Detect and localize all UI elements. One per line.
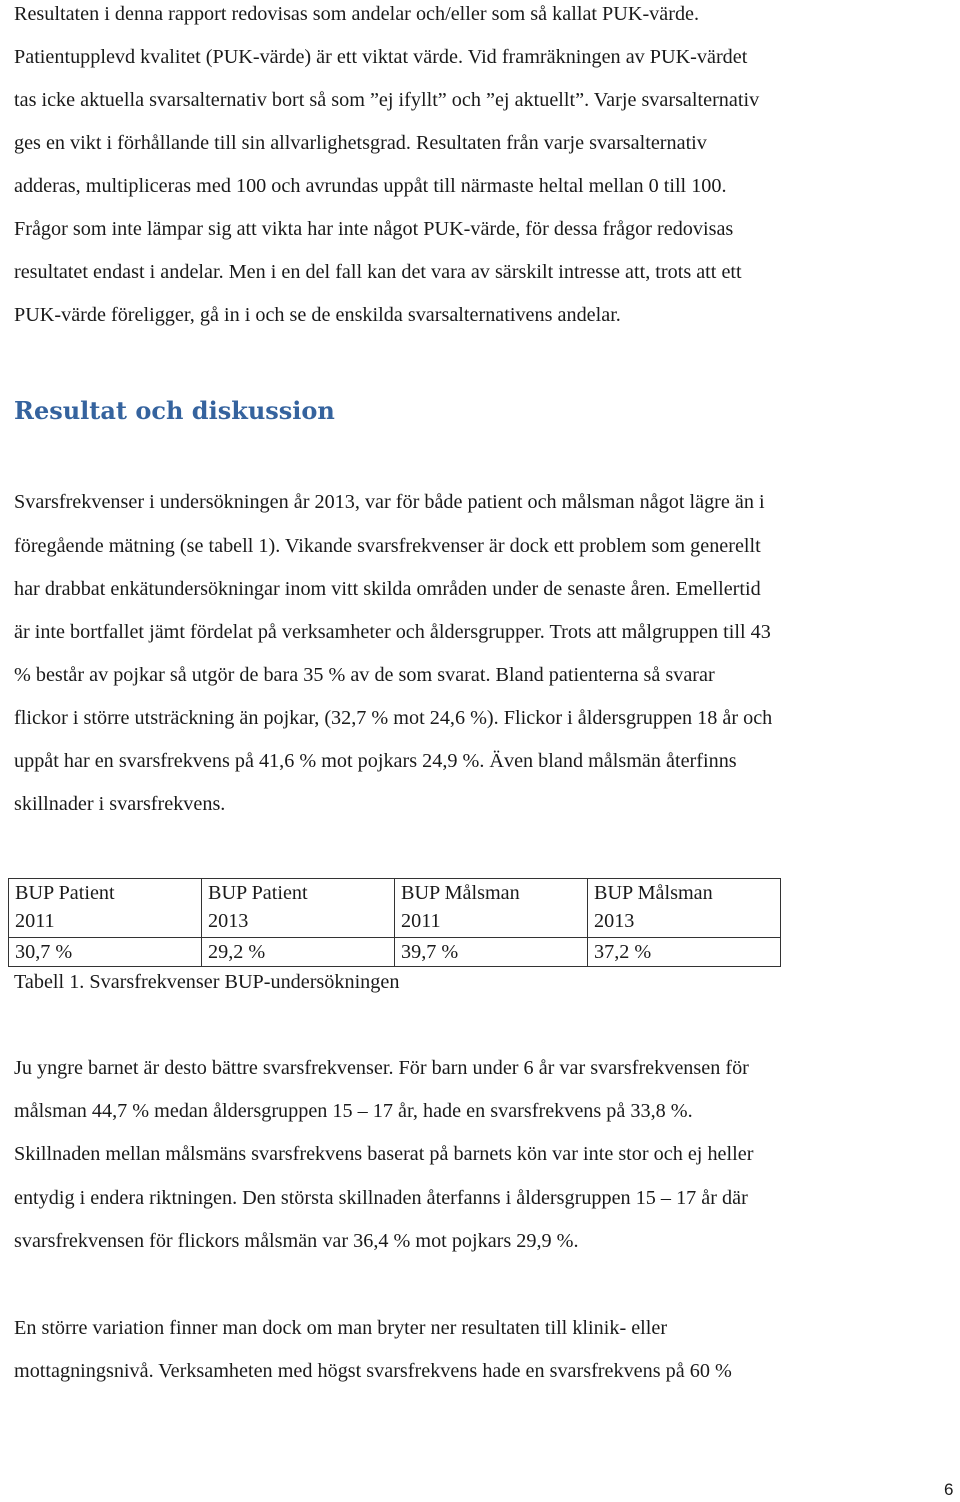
text-line: har drabbat enkätundersökningar inom vitt skilda områden under de senaste åren. Emellertid (14, 578, 761, 600)
text-line: svarsfrekvensen för flickors målsmän var 36,4 % mot pojkars 29,9 %. (14, 1230, 579, 1252)
text-line: mottagningsnivå. Verksamheten med högst svarsfrekvens hade en svarsfrekvens på 60 % (14, 1360, 732, 1382)
text-line: är inte bortfallet jämt fördelat på verksamheter och åldersgrupper. Trots att målgruppen till 43 (14, 621, 771, 643)
table-cell: 29,2 % (202, 938, 395, 967)
text-line: målsman 44,7 % medan åldersgruppen 15 – 17 år, hade en svarsfrekvens på 33,8 %. (14, 1100, 693, 1122)
header-label: BUP Patient (208, 882, 308, 904)
page-number: 6 (944, 1480, 954, 1499)
table-cell: 37,2 % (588, 938, 781, 967)
text-line: Resultaten i denna rapport redovisas som andelar och/eller som så kallat PUK-värde. (14, 3, 700, 25)
table-header-cell (202, 879, 395, 938)
text-line: Skillnaden mellan målsmäns svarsfrekvens baserat på barnets kön var inte stor och ej heller (14, 1143, 754, 1165)
text-line: ges en vikt i förhållande till sin allvarlighetsgrad. Resultaten från varje svarsalternativ (14, 132, 707, 154)
header-year: 2011 (401, 910, 441, 932)
text-line: Ju yngre barnet är desto bättre svarsfrekvenser. För barn under 6 år var svarsfrekvensen för (14, 1057, 749, 1079)
text-line: resultatet endast i andelar. Men i en del fall kan det vara av särskilt intresse att, trots att ett (14, 261, 742, 283)
header-label: BUP Målsman (594, 882, 713, 904)
table-cell: 39,7 % (395, 938, 588, 967)
text-line: % består av pojkar så utgör de bara 35 % av de som svarat. Bland patienterna så svarar (14, 664, 715, 686)
text-line: flickor i större utsträckning än pojkar, (32,7 % mot 24,6 %). Flickor i åldersgruppen 18 år och (14, 707, 773, 729)
header-year: 2011 (15, 910, 55, 932)
text-line: uppåt har en svarsfrekvens på 41,6 % mot pojkars 24,9 %. Även bland målsmän återfinns (14, 750, 737, 772)
text-line: föregående mätning (se tabell 1). Vikande svarsfrekvenser är dock ett problem som generellt (14, 535, 761, 557)
text-line: Svarsfrekvenser i undersökningen år 2013, var för både patient och målsman något lägre än i (14, 491, 765, 513)
header-year: 2013 (208, 910, 249, 932)
table-header-row (9, 879, 781, 938)
table-header-cell (395, 879, 588, 938)
header-label: BUP Målsman (401, 882, 520, 904)
table-caption: Tabell 1. Svarsfrekvenser BUP-undersökningen (14, 971, 400, 993)
text-line: En större variation finner man dock om man bryter ner resultaten till klinik- eller (14, 1317, 668, 1339)
table-header-cell (588, 879, 781, 938)
response-rate-table (8, 878, 781, 967)
text-line: skillnader i svarsfrekvens. (14, 793, 226, 815)
text-line: tas icke aktuella svarsalternativ bort så som ”ej ifyllt” och ”ej aktuellt”. Varje svarsalternativ (14, 89, 760, 111)
text-line: Patientupplevd kvalitet (PUK-värde) är ett viktat värde. Vid framräkningen av PUK-värdet (14, 46, 748, 68)
text-line: PUK-värde föreligger, gå in i och se de enskilda svarsalternativens andelar. (14, 304, 621, 326)
table-header-cell (9, 879, 202, 938)
text-line: adderas, multipliceras med 100 och avrundas uppåt till närmaste heltal mellan 0 till 100. (14, 175, 727, 197)
text-line: entydig i endera riktningen. Den största skillnaden återfanns i åldersgruppen 15 – 17 år där (14, 1187, 748, 1209)
text-line: Frågor som inte lämpar sig att vikta har inte något PUK-värde, för dessa frågor redovisas (14, 218, 734, 240)
header-label: BUP Patient (15, 882, 115, 904)
section-heading: Resultat och diskussion (14, 396, 335, 425)
table-cell: 30,7 % (9, 938, 202, 967)
table-row (9, 938, 781, 967)
header-year: 2013 (594, 910, 635, 932)
